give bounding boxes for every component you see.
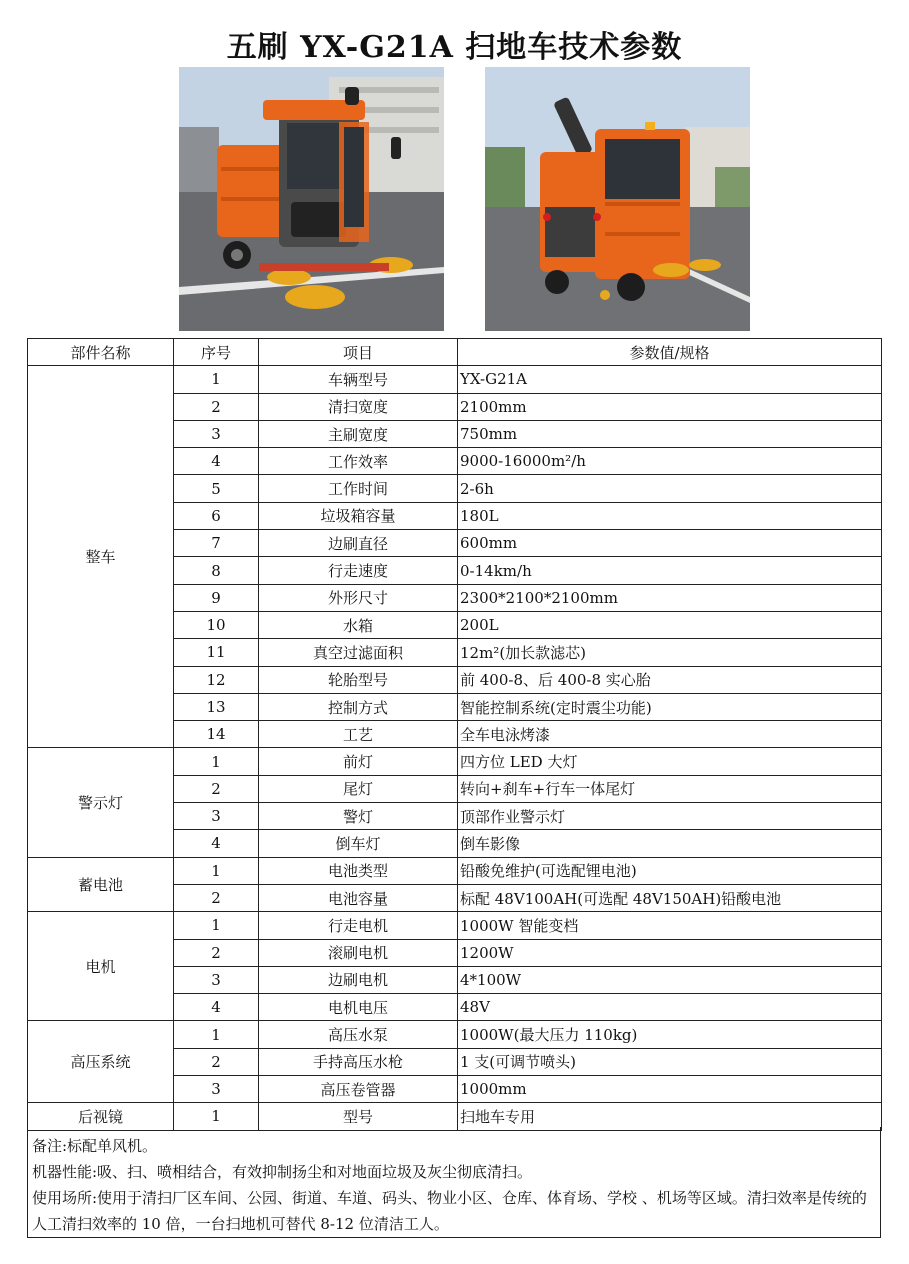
part-name-cell: 高压系统 bbox=[28, 1021, 174, 1103]
item-cell: 垃圾箱容量 bbox=[259, 502, 458, 529]
seq-no-cell: 10 bbox=[174, 611, 259, 638]
item-cell: 轮胎型号 bbox=[259, 666, 458, 693]
value-cell: YX-G21A bbox=[458, 366, 882, 393]
seq-no-cell: 14 bbox=[174, 721, 259, 748]
table-row bbox=[28, 366, 882, 393]
value-cell: 标配 48V100AH(可选配 48V150AH)铅酸电池 bbox=[458, 884, 882, 911]
table-header-row bbox=[28, 339, 882, 366]
item-cell: 工作时间 bbox=[259, 475, 458, 502]
notes-box bbox=[27, 1127, 881, 1238]
part-name-cell: 警示灯 bbox=[28, 748, 174, 857]
part-name-cell: 整车 bbox=[28, 366, 174, 748]
item-cell: 高压水泵 bbox=[259, 1021, 458, 1048]
seq-no-cell: 13 bbox=[174, 693, 259, 720]
seq-no-cell: 4 bbox=[174, 994, 259, 1021]
sweeper-front-photo bbox=[179, 67, 444, 331]
value-cell: 200L bbox=[458, 611, 882, 638]
item-cell: 滚刷电机 bbox=[259, 939, 458, 966]
part-name-cell: 电机 bbox=[28, 912, 174, 1021]
seq-no-cell: 3 bbox=[174, 966, 259, 993]
seq-no-cell: 12 bbox=[174, 666, 259, 693]
header-seq-no: 序号 bbox=[174, 339, 259, 366]
seq-no-cell: 6 bbox=[174, 502, 259, 529]
seq-no-cell: 11 bbox=[174, 639, 259, 666]
seq-no-cell: 2 bbox=[174, 939, 259, 966]
item-cell: 外形尺寸 bbox=[259, 584, 458, 611]
value-cell: 4*100W bbox=[458, 966, 882, 993]
value-cell: 0-14km/h bbox=[458, 557, 882, 584]
value-cell: 扫地车专用 bbox=[458, 1103, 882, 1130]
header-value: 参数值/规格 bbox=[458, 339, 882, 366]
item-cell: 真空过滤面积 bbox=[259, 639, 458, 666]
item-cell: 车辆型号 bbox=[259, 366, 458, 393]
value-cell: 2-6h bbox=[458, 475, 882, 502]
seq-no-cell: 8 bbox=[174, 557, 259, 584]
value-cell: 1000mm bbox=[458, 1076, 882, 1103]
seq-no-cell: 1 bbox=[174, 1103, 259, 1130]
table-row bbox=[28, 748, 882, 775]
value-cell: 12m²(加长款滤芯) bbox=[458, 639, 882, 666]
note-line: 备注:标配单风机。 bbox=[32, 1137, 158, 1155]
note-line: 机器性能:吸、扫、喷相结合，有效抑制扬尘和对地面垃圾及灰尘彻底清扫。 bbox=[32, 1163, 533, 1181]
seq-no-cell: 2 bbox=[174, 884, 259, 911]
value-cell: 1200W bbox=[458, 939, 882, 966]
item-cell: 水箱 bbox=[259, 611, 458, 638]
header-item: 项目 bbox=[259, 339, 458, 366]
item-cell: 边刷电机 bbox=[259, 966, 458, 993]
item-cell: 电机电压 bbox=[259, 994, 458, 1021]
part-name-cell: 后视镜 bbox=[28, 1103, 174, 1130]
seq-no-cell: 1 bbox=[174, 366, 259, 393]
table-row bbox=[28, 912, 882, 939]
value-cell: 180L bbox=[458, 502, 882, 529]
value-cell: 全车电泳烤漆 bbox=[458, 721, 882, 748]
item-cell: 手持高压水枪 bbox=[259, 1048, 458, 1075]
value-cell: 2100mm bbox=[458, 393, 882, 420]
sweeper-rear-image bbox=[485, 67, 750, 331]
note-line: 使用场所:使用于清扫厂区车间、公园、街道、车道、码头、物业小区、仓库、体育场、学校 、机场等区域。清扫效率是传统的人工清扫效率的 10 倍，一台扫地机可替代 8-12 位清洁工人。 bbox=[32, 1189, 867, 1233]
item-cell: 前灯 bbox=[259, 748, 458, 775]
item-cell: 清扫宽度 bbox=[259, 393, 458, 420]
seq-no-cell: 7 bbox=[174, 530, 259, 557]
header-part-name: 部件名称 bbox=[28, 339, 174, 366]
table-row bbox=[28, 857, 882, 884]
seq-no-cell: 1 bbox=[174, 1021, 259, 1048]
item-cell: 尾灯 bbox=[259, 775, 458, 802]
value-cell: 1000W(最大压力 110kg) bbox=[458, 1021, 882, 1048]
table-row bbox=[28, 1021, 882, 1048]
item-cell: 电池类型 bbox=[259, 857, 458, 884]
value-cell: 顶部作业警示灯 bbox=[458, 803, 882, 830]
seq-no-cell: 1 bbox=[174, 748, 259, 775]
item-cell: 边刷直径 bbox=[259, 530, 458, 557]
part-name-cell: 蓄电池 bbox=[28, 857, 174, 912]
value-cell: 750mm bbox=[458, 420, 882, 447]
value-cell: 倒车影像 bbox=[458, 830, 882, 857]
seq-no-cell: 2 bbox=[174, 775, 259, 802]
value-cell: 9000-16000m²/h bbox=[458, 448, 882, 475]
item-cell: 工艺 bbox=[259, 721, 458, 748]
value-cell: 智能控制系统(定时震尘功能) bbox=[458, 693, 882, 720]
page-title: 五刷 YX-G21A 扫地车技术参数 bbox=[226, 30, 683, 65]
item-cell: 高压卷管器 bbox=[259, 1076, 458, 1103]
item-cell: 电池容量 bbox=[259, 884, 458, 911]
table-row bbox=[28, 1103, 882, 1130]
value-cell: 1 支(可调节喷头) bbox=[458, 1048, 882, 1075]
seq-no-cell: 2 bbox=[174, 1048, 259, 1075]
sweeper-rear-photo bbox=[485, 67, 750, 331]
value-cell: 前 400-8、后 400-8 实心胎 bbox=[458, 666, 882, 693]
item-cell: 警灯 bbox=[259, 803, 458, 830]
spec-table-body bbox=[28, 366, 882, 1130]
value-cell: 铅酸免维护(可选配锂电池) bbox=[458, 857, 882, 884]
value-cell: 48V bbox=[458, 994, 882, 1021]
value-cell: 四方位 LED 大灯 bbox=[458, 748, 882, 775]
seq-no-cell: 4 bbox=[174, 448, 259, 475]
seq-no-cell: 9 bbox=[174, 584, 259, 611]
value-cell: 1000W 智能变档 bbox=[458, 912, 882, 939]
item-cell: 工作效率 bbox=[259, 448, 458, 475]
item-cell: 主刷宽度 bbox=[259, 420, 458, 447]
item-cell: 行走速度 bbox=[259, 557, 458, 584]
value-cell: 2300*2100*2100mm bbox=[458, 584, 882, 611]
item-cell: 型号 bbox=[259, 1103, 458, 1130]
item-cell: 控制方式 bbox=[259, 693, 458, 720]
seq-no-cell: 3 bbox=[174, 420, 259, 447]
seq-no-cell: 3 bbox=[174, 1076, 259, 1103]
item-cell: 行走电机 bbox=[259, 912, 458, 939]
seq-no-cell: 5 bbox=[174, 475, 259, 502]
seq-no-cell: 2 bbox=[174, 393, 259, 420]
spec-table bbox=[27, 338, 882, 1131]
sweeper-front-image bbox=[179, 67, 444, 331]
seq-no-cell: 3 bbox=[174, 803, 259, 830]
item-cell: 倒车灯 bbox=[259, 830, 458, 857]
seq-no-cell: 1 bbox=[174, 912, 259, 939]
value-cell: 600mm bbox=[458, 530, 882, 557]
seq-no-cell: 4 bbox=[174, 830, 259, 857]
seq-no-cell: 1 bbox=[174, 857, 259, 884]
value-cell: 转向+刹车+行车一体尾灯 bbox=[458, 775, 882, 802]
